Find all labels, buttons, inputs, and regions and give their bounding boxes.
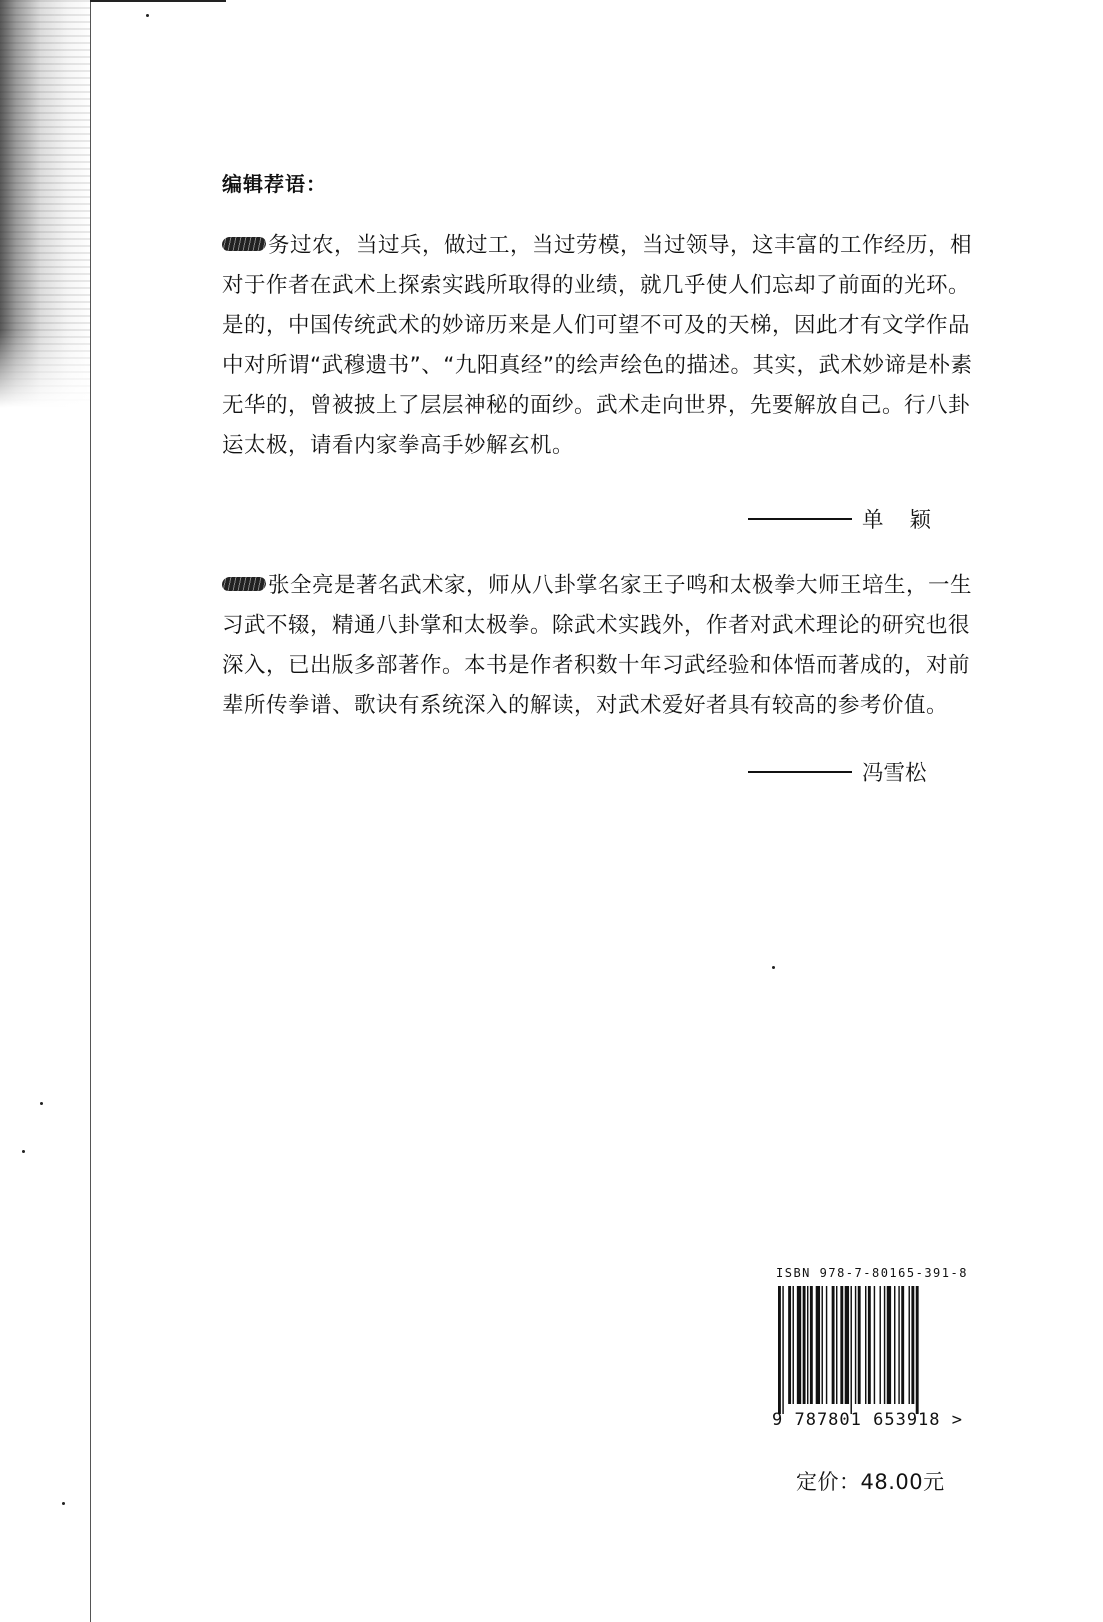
page-border-line — [90, 0, 91, 1622]
barcode-bar — [810, 1286, 813, 1404]
recommendation-paragraph-1 — [222, 226, 1022, 466]
signature-dash — [748, 518, 852, 520]
top-rule — [90, 0, 226, 2]
editor-recommendation-heading: 编辑荐语： — [222, 172, 327, 196]
barcode-bar — [845, 1286, 849, 1404]
scan-speck — [146, 14, 149, 17]
barcode-bar — [788, 1286, 791, 1404]
paragraph-line — [222, 226, 1022, 266]
barcode-bar — [851, 1286, 852, 1414]
isbn-label: ISBN 978-7-80165-391-8 — [776, 1266, 968, 1280]
barcode-bar — [909, 1286, 910, 1404]
paragraph-line: 中对所谓“武穆遗书”、“九阳真经”的绘声绘色的描述。其实，武术妙谛是朴素 — [222, 353, 973, 378]
isbn-barcode — [772, 1266, 972, 1430]
paragraph-line: 对于作者在武术上探索实践所取得的业绩，就几乎使人们忘却了前面的光环。 — [222, 273, 971, 298]
barcode-bar — [884, 1286, 885, 1404]
scan-speck — [22, 1150, 25, 1153]
paragraph-line: 深入，已出版多部著作。本书是作者积数十年习武经验和体悟而著成的，对前 — [222, 653, 971, 678]
paragraph-line: 习武不辍，精通八卦掌和太极拳。除武术实践外，作者对武术理论的研究也很 — [222, 613, 971, 638]
barcode-bar — [874, 1286, 875, 1404]
barcode-bar — [816, 1286, 820, 1404]
spine-fade — [0, 330, 90, 1622]
paragraph-line-text: 张全亮是著名武术家，师从八卦掌名家王子鸣和太极拳大师王培生，一生 — [268, 573, 973, 598]
barcode-bar — [803, 1286, 806, 1404]
barcode-bar — [858, 1286, 861, 1404]
barcode-bar — [826, 1286, 827, 1404]
barcode-bar — [807, 1286, 808, 1404]
barcode-bar — [793, 1286, 794, 1404]
barcode-bar — [797, 1286, 801, 1404]
barcode-bar — [898, 1286, 899, 1404]
paragraph-line: 无华的，曾被披上了层层神秘的面纱。武术走向世界，先要解放自己。行八卦 — [222, 393, 971, 418]
barcode-bars — [772, 1286, 962, 1414]
signature-name: 单颖 — [862, 508, 958, 533]
scan-speck — [40, 1102, 43, 1105]
paragraph-line-text: 务过农，当过兵，做过工，当过劳模，当过领导，这丰富的工作经历，相 — [268, 233, 973, 258]
barcode-bar — [911, 1286, 914, 1404]
signature-1 — [748, 503, 957, 534]
barcode-digits: 9 787801 653918 > — [772, 1410, 963, 1430]
signature-2 — [748, 756, 927, 787]
ornament-mark — [221, 237, 268, 251]
ornament-mark — [221, 577, 268, 591]
barcode-bar — [880, 1286, 881, 1404]
barcode-bar — [887, 1286, 891, 1404]
paragraph-line — [222, 566, 1022, 606]
barcode-bar — [840, 1286, 843, 1404]
signature-dash — [748, 771, 852, 773]
barcode-bar — [916, 1286, 919, 1414]
barcode-bar — [868, 1286, 871, 1404]
barcode-bar — [782, 1286, 783, 1414]
paragraph-line: 辈所传拳谱、歌诀有系统深入的解读，对武术爱好者具有较高的参考价值。 — [222, 693, 949, 718]
barcode-bar — [822, 1286, 823, 1404]
barcode-bar — [865, 1286, 866, 1404]
signature-name: 冯雪松 — [862, 761, 927, 786]
recommendation-paragraph-2 — [222, 566, 1022, 726]
paragraph-line: 运太极，请看内家拳高手妙解玄机。 — [222, 433, 575, 458]
paragraph-line: 是的，中国传统武术的妙谛历来是人们可望不可及的天梯，因此才有文学作品 — [222, 313, 971, 338]
barcode-bar — [836, 1286, 837, 1404]
barcode-bar — [901, 1286, 904, 1404]
scan-speck — [62, 1502, 65, 1505]
barcode-bar — [832, 1286, 835, 1404]
barcode-bar — [894, 1286, 895, 1404]
barcode-bar — [778, 1286, 781, 1414]
scan-speck — [772, 966, 775, 969]
barcode-bar — [855, 1286, 856, 1404]
price-label: 定价：48.00元 — [796, 1470, 945, 1494]
